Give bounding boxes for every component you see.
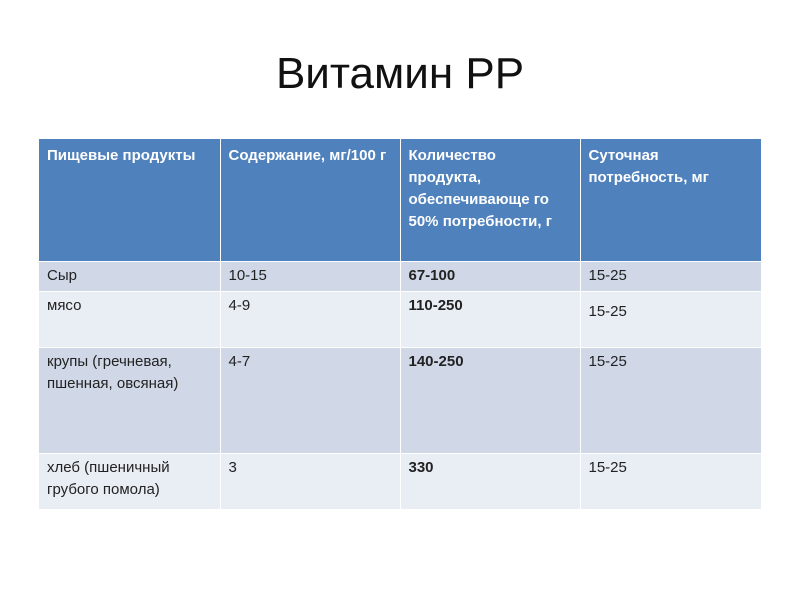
cell-daily-need: 15-25 bbox=[580, 291, 761, 347]
cell-amount: 140-250 bbox=[400, 347, 580, 453]
table-row bbox=[39, 261, 761, 291]
cell-amount: 110-250 bbox=[400, 291, 580, 347]
cell-food: хлеб (пшеничный грубого помола) bbox=[39, 453, 220, 509]
table-row bbox=[39, 347, 761, 453]
cell-food: Сыр bbox=[39, 261, 220, 291]
vitamin-table bbox=[39, 139, 761, 509]
cell-food: крупы (гречневая, пшенная, овсяная) bbox=[39, 347, 220, 453]
header-product-amount: Количество продукта, обеспечивающе го 50% потребности, г bbox=[400, 139, 580, 261]
header-content: Содержание, мг/100 г bbox=[220, 139, 400, 261]
slide-title: Витамин PP bbox=[275, 49, 525, 98]
table-header-row bbox=[39, 139, 761, 261]
header-daily-need: Суточная потребность, мг bbox=[580, 139, 761, 261]
cell-food: мясо bbox=[39, 291, 220, 347]
header-food-products: Пищевые продукты bbox=[39, 139, 220, 261]
cell-content: 10-15 bbox=[220, 261, 400, 291]
cell-daily-need: 15-25 bbox=[580, 261, 761, 291]
cell-amount: 67-100 bbox=[400, 261, 580, 291]
table-row bbox=[39, 291, 761, 347]
cell-content: 4-9 bbox=[220, 291, 400, 347]
cell-daily-need: 15-25 bbox=[580, 347, 761, 453]
cell-daily-need: 15-25 bbox=[580, 453, 761, 509]
cell-amount: 330 bbox=[400, 453, 580, 509]
cell-content: 4-7 bbox=[220, 347, 400, 453]
cell-content: 3 bbox=[220, 453, 400, 509]
table-row bbox=[39, 453, 761, 509]
